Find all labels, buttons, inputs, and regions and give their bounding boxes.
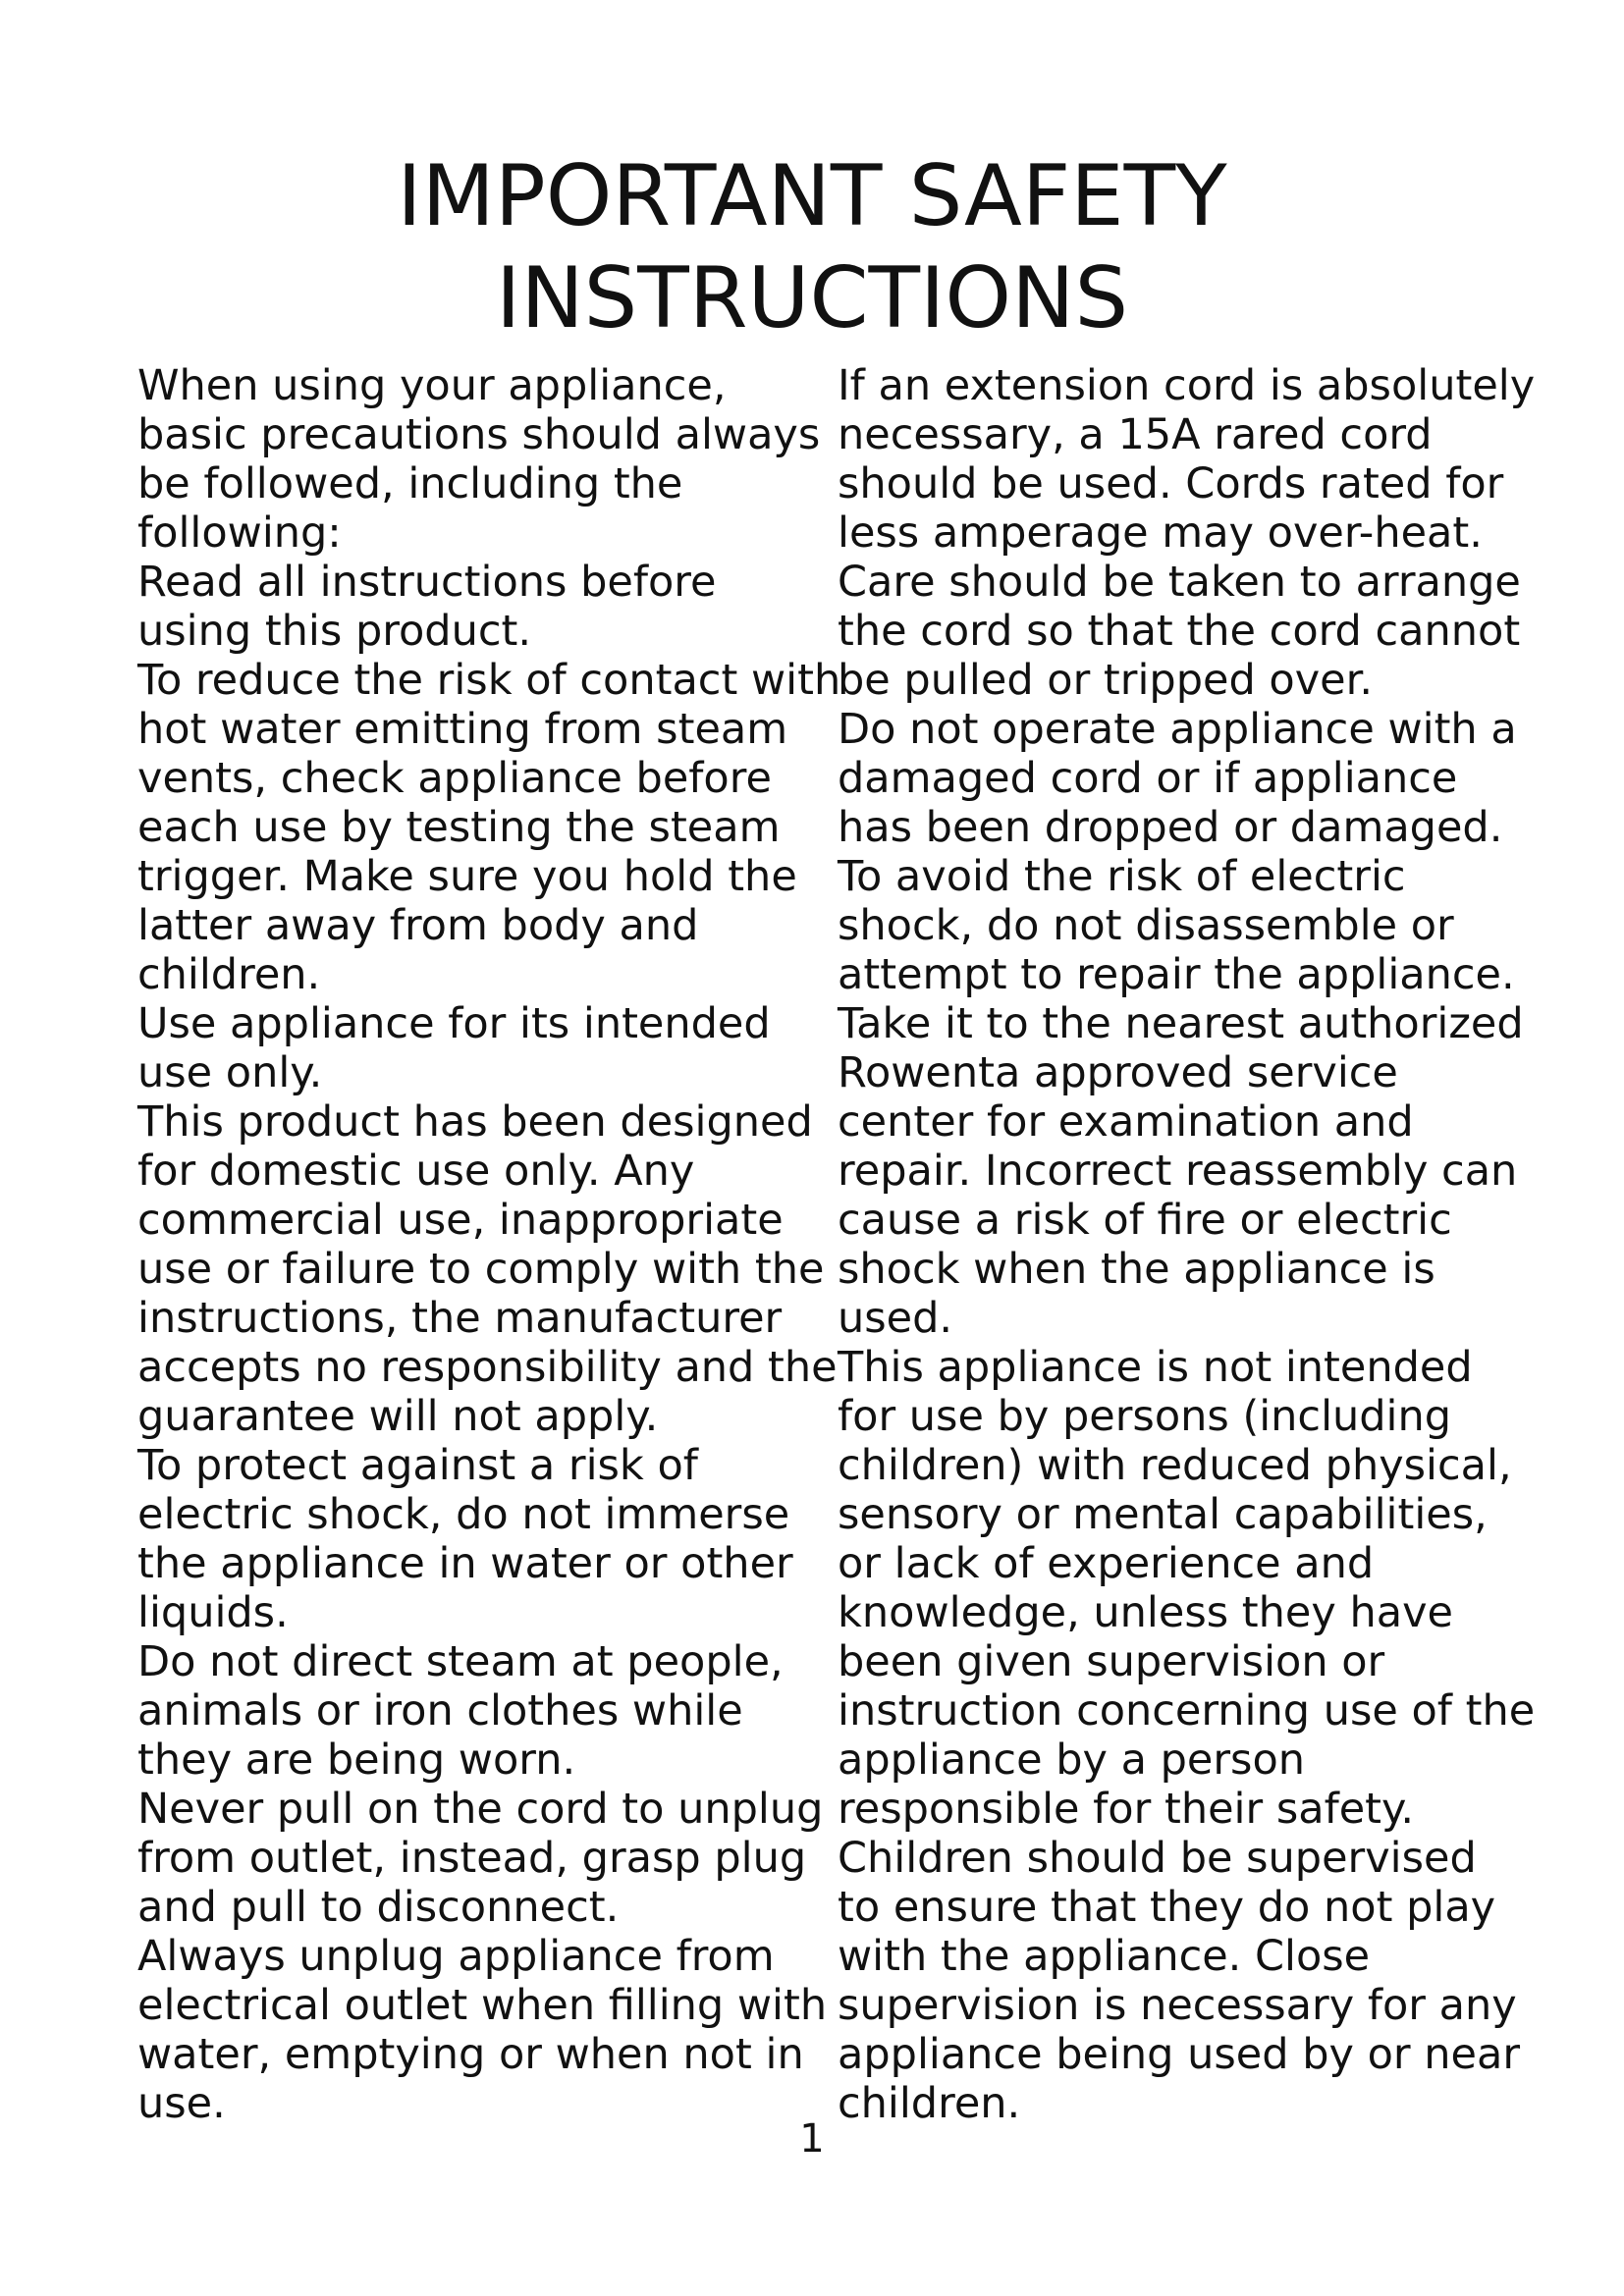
- text-line: To avoid the risk of electric: [838, 852, 1406, 901]
- text-line: electric shock, do not immerse: [137, 1490, 790, 1539]
- text-line: each use by testing the steam: [137, 803, 781, 852]
- left-column: [137, 361, 840, 2128]
- text-line: Use appliance for its intended: [137, 999, 771, 1048]
- text-line: use or failure to comply with the: [137, 1245, 825, 1294]
- text-line: appliance being used by or near: [838, 2030, 1520, 2079]
- text-line: Do not operate appliance with a: [838, 705, 1517, 754]
- text-line: hot water emitting from steam: [137, 705, 788, 754]
- text-line: to ensure that they do not play: [838, 1883, 1496, 1932]
- text-line: To reduce the risk of contact with: [137, 656, 841, 705]
- text-line: from outlet, instead, grasp plug: [137, 1834, 807, 1883]
- text-line: using this product.: [137, 607, 532, 656]
- text-line: has been dropped or damaged.: [838, 803, 1503, 852]
- text-line: center for examination and: [838, 1097, 1414, 1147]
- text-line: Read all instructions before: [137, 558, 717, 607]
- text-line: or lack of experience and: [838, 1539, 1375, 1588]
- text-line: with the appliance. Close: [838, 1932, 1371, 1981]
- text-line: use only.: [137, 1048, 323, 1097]
- text-line: commercial use, inappropriate: [137, 1196, 784, 1245]
- text-line: responsible for their safety.: [838, 1785, 1415, 1834]
- text-line: been given supervision or: [838, 1637, 1385, 1686]
- text-line: If an extension cord is absolutely: [838, 361, 1536, 410]
- text-line: be followed, including the: [137, 459, 683, 508]
- text-line: the appliance in water or other: [137, 1539, 793, 1588]
- text-line: accepts no responsibility and the: [137, 1343, 838, 1392]
- text-line: Never pull on the cord to unplug: [137, 1785, 824, 1834]
- text-line: guarantee will not apply.: [137, 1392, 659, 1441]
- text-line: sensory or mental capabilities,: [838, 1490, 1488, 1539]
- text-line: liquids.: [137, 1588, 289, 1637]
- text-line: less amperage may over-heat.: [838, 508, 1483, 558]
- text-line: cause a risk of fire or electric: [838, 1196, 1452, 1245]
- text-line: following:: [137, 508, 342, 558]
- page-title: [0, 145, 1624, 349]
- text-line: basic precautions should always: [137, 410, 821, 459]
- right-column: [838, 361, 1535, 2128]
- text-line: Children should be supervised: [838, 1834, 1477, 1883]
- text-line: Do not direct steam at people,: [137, 1637, 784, 1686]
- text-line: damaged cord or if appliance: [838, 754, 1458, 803]
- text-line: This product has been designed: [137, 1097, 813, 1147]
- text-line: appliance by a person: [838, 1735, 1306, 1785]
- text-line: shock when the appliance is: [838, 1245, 1435, 1294]
- text-line: use.: [137, 2079, 226, 2128]
- text-line: attempt to repair the appliance.: [838, 950, 1515, 999]
- text-line: used.: [838, 1294, 953, 1343]
- text-line: instructions, the manufacturer: [137, 1294, 783, 1343]
- text-line: children) with reduced physical,: [838, 1441, 1512, 1490]
- text-line: water, emptying or when not in: [137, 2030, 804, 2079]
- text-line: Care should be taken to arrange: [838, 558, 1521, 607]
- text-line: electrical outlet when filling with: [137, 1981, 828, 2030]
- text-line: Always unplug appliance from: [137, 1932, 775, 1981]
- text-line: the cord so that the cord cannot: [838, 607, 1521, 656]
- text-line: animals or iron clothes while: [137, 1686, 743, 1735]
- text-line: instruction concerning use of the: [838, 1686, 1536, 1735]
- text-line: for use by persons (including: [838, 1392, 1452, 1441]
- text-line: children.: [838, 2079, 1021, 2128]
- text-line: should be used. Cords rated for: [838, 459, 1504, 508]
- text-line: shock, do not disassemble or: [838, 901, 1454, 950]
- text-line: This appliance is not intended: [838, 1343, 1473, 1392]
- text-line: they are being worn.: [137, 1735, 576, 1785]
- page-title-line-2: INSTRUCTIONS: [495, 249, 1129, 347]
- text-line: and pull to disconnect.: [137, 1883, 620, 1932]
- text-line: vents, check appliance before: [137, 754, 772, 803]
- text-line: necessary, a 15A rared cord: [838, 410, 1433, 459]
- text-line: for domestic use only. Any: [137, 1147, 695, 1196]
- text-line: To protect against a risk of: [137, 1441, 698, 1490]
- text-line: be pulled or tripped over.: [838, 656, 1374, 705]
- text-line: When using your appliance,: [137, 361, 727, 410]
- text-line: knowledge, unless they have: [838, 1588, 1453, 1637]
- text-line: Take it to the nearest authorized: [838, 999, 1524, 1048]
- text-line: Rowenta approved service: [838, 1048, 1398, 1097]
- text-line: children.: [137, 950, 321, 999]
- text-line: supervision is necessary for any: [838, 1981, 1517, 2030]
- page-number: 1: [799, 2116, 825, 2162]
- text-line: latter away from body and: [137, 901, 699, 950]
- page-title-line-1: IMPORTANT SAFETY: [397, 147, 1227, 245]
- text-line: repair. Incorrect reassembly can: [838, 1147, 1518, 1196]
- text-line: trigger. Make sure you hold the: [137, 852, 797, 901]
